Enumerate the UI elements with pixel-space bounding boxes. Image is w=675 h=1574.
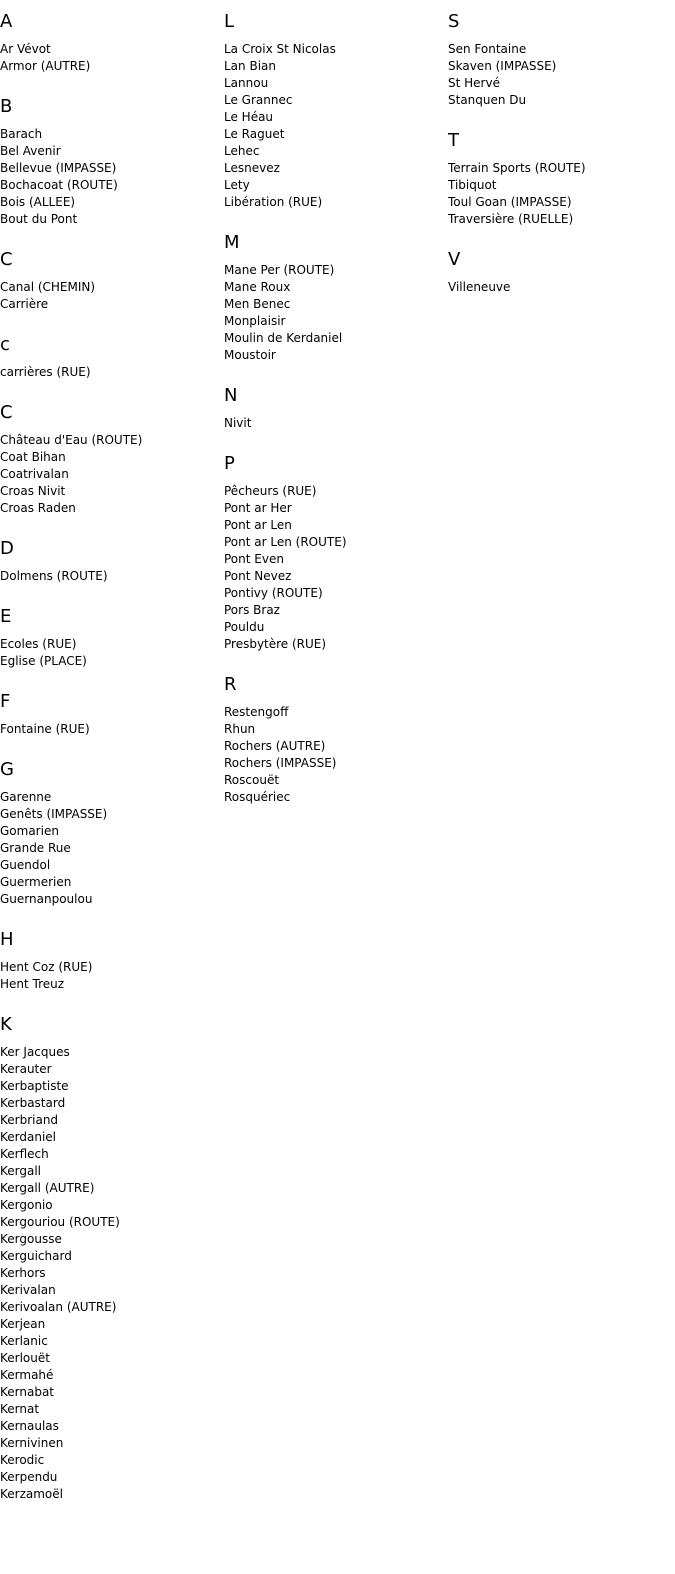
section-letter-heading: D bbox=[0, 538, 14, 559]
section-letter-heading: C bbox=[0, 249, 13, 270]
street-list bbox=[224, 704, 439, 806]
letter-section bbox=[0, 538, 215, 585]
street-link[interactable]: Stanquen Du bbox=[448, 93, 527, 107]
street-list bbox=[0, 364, 215, 381]
letter-section bbox=[0, 759, 215, 908]
street-link[interactable]: Kerguichard bbox=[0, 1249, 72, 1263]
letter-section bbox=[448, 130, 663, 228]
street-link[interactable]: Pont ar Len bbox=[224, 518, 292, 532]
section-letter-heading: N bbox=[224, 385, 238, 406]
street-link[interactable]: Bellevue (IMPASSE) bbox=[0, 161, 117, 175]
street-link[interactable]: Bochacoat (ROUTE) bbox=[0, 178, 118, 192]
street-list bbox=[0, 1044, 215, 1503]
section-letter-heading: G bbox=[0, 759, 14, 780]
street-link[interactable]: Men Benec bbox=[224, 297, 291, 311]
letter-section bbox=[224, 232, 439, 364]
street-link[interactable]: Kerhors bbox=[0, 1266, 46, 1280]
street-link[interactable]: Lehec bbox=[224, 144, 260, 158]
street-link[interactable]: Traversière (RUELLE) bbox=[448, 212, 574, 226]
section-letter-heading: K bbox=[0, 1014, 12, 1035]
street-link[interactable]: Kergouriou (ROUTE) bbox=[0, 1215, 120, 1229]
street-link[interactable]: Hent Coz (RUE) bbox=[0, 960, 93, 974]
street-link[interactable]: Le Grannec bbox=[224, 93, 293, 107]
letter-section bbox=[224, 453, 439, 653]
index-column-2 bbox=[224, 11, 439, 827]
section-letter-heading: R bbox=[224, 674, 237, 695]
street-link[interactable]: Coat Bihan bbox=[0, 450, 66, 464]
street-link[interactable]: Bois (ALLEE) bbox=[0, 195, 76, 209]
index-column-3 bbox=[448, 11, 663, 317]
street-link[interactable]: Lesnevez bbox=[224, 161, 280, 175]
section-letter-heading: S bbox=[448, 11, 460, 32]
section-letter-heading: c bbox=[0, 334, 10, 355]
street-link[interactable]: Toul Goan (IMPASSE) bbox=[448, 195, 572, 209]
street-link[interactable]: Terrain Sports (ROUTE) bbox=[448, 161, 586, 175]
street-link[interactable]: Kergall bbox=[0, 1164, 42, 1178]
street-link[interactable]: Kerjean bbox=[0, 1317, 46, 1331]
street-link[interactable]: Guermerien bbox=[0, 875, 72, 889]
street-link[interactable]: Bel Avenir bbox=[0, 144, 61, 158]
street-list bbox=[224, 262, 439, 364]
street-link[interactable]: Kerbriand bbox=[0, 1113, 59, 1127]
street-link[interactable]: Rochers (AUTRE) bbox=[224, 739, 326, 753]
street-link[interactable]: Nivit bbox=[224, 416, 252, 430]
letter-section bbox=[0, 11, 215, 75]
street-link[interactable]: Kerlouët bbox=[0, 1351, 50, 1365]
street-link[interactable]: Kergonio bbox=[0, 1198, 53, 1212]
street-link[interactable]: Armor (AUTRE) bbox=[0, 59, 91, 73]
letter-section bbox=[0, 96, 215, 228]
street-list bbox=[448, 41, 663, 109]
street-link[interactable]: Libération (RUE) bbox=[224, 195, 323, 209]
street-link[interactable]: Sen Fontaine bbox=[448, 42, 527, 56]
street-link[interactable]: Pont Even bbox=[224, 552, 284, 566]
section-letter-heading: V bbox=[448, 249, 461, 270]
street-link[interactable]: Kerpendu bbox=[0, 1470, 58, 1484]
street-link[interactable]: Ker Jacques bbox=[0, 1045, 70, 1059]
street-link[interactable]: Pont ar Len (ROUTE) bbox=[224, 535, 347, 549]
street-link[interactable]: Villeneuve bbox=[448, 280, 511, 294]
street-link[interactable]: Guernanpoulou bbox=[0, 892, 93, 906]
street-link[interactable]: Kerivoalan (AUTRE) bbox=[0, 1300, 117, 1314]
street-link[interactable]: Kernat bbox=[0, 1402, 40, 1416]
street-link[interactable]: Kerbastard bbox=[0, 1096, 66, 1110]
letter-section bbox=[0, 402, 215, 517]
street-link[interactable]: Lannou bbox=[224, 76, 269, 90]
street-link[interactable]: Kerdaniel bbox=[0, 1130, 57, 1144]
street-link[interactable]: Fontaine (RUE) bbox=[0, 722, 90, 736]
street-list bbox=[224, 41, 439, 211]
street-link[interactable]: Bout du Pont bbox=[0, 212, 78, 226]
street-list bbox=[0, 279, 215, 313]
letter-section bbox=[0, 606, 215, 670]
street-link[interactable]: Eglise (PLACE) bbox=[0, 654, 87, 668]
street-link[interactable]: Kerivalan bbox=[0, 1283, 56, 1297]
street-link[interactable]: Ar Vévot bbox=[0, 42, 51, 56]
section-letter-heading: M bbox=[224, 232, 240, 253]
street-link[interactable]: Kernivinen bbox=[0, 1436, 64, 1450]
street-link[interactable]: Croas Nivit bbox=[0, 484, 66, 498]
street-link[interactable]: Rosquériec bbox=[224, 790, 291, 804]
street-link[interactable]: Kerlanic bbox=[0, 1334, 48, 1348]
index-column-1 bbox=[0, 11, 215, 1524]
street-link[interactable]: Carrière bbox=[0, 297, 49, 311]
section-letter-heading: E bbox=[0, 606, 12, 627]
street-link[interactable]: Château d'Eau (ROUTE) bbox=[0, 433, 143, 447]
section-letter-heading: B bbox=[0, 96, 13, 117]
street-list bbox=[0, 721, 215, 738]
street-link[interactable]: Restengoff bbox=[224, 705, 289, 719]
street-link[interactable]: Lety bbox=[224, 178, 250, 192]
letter-section bbox=[0, 249, 215, 313]
street-link[interactable]: Le Héau bbox=[224, 110, 274, 124]
street-link[interactable]: carrières (RUE) bbox=[0, 365, 91, 379]
street-link[interactable]: Pouldu bbox=[224, 620, 265, 634]
street-link[interactable]: Grande Rue bbox=[0, 841, 71, 855]
street-link[interactable]: Croas Raden bbox=[0, 501, 76, 515]
street-link[interactable]: Kermahé bbox=[0, 1368, 54, 1382]
street-list bbox=[0, 959, 215, 993]
street-link[interactable]: Rochers (IMPASSE) bbox=[224, 756, 337, 770]
street-link[interactable]: Genêts (IMPASSE) bbox=[0, 807, 108, 821]
street-link[interactable]: Presbytère (RUE) bbox=[224, 637, 327, 651]
street-link[interactable]: Ecoles (RUE) bbox=[0, 637, 77, 651]
street-link[interactable]: Pêcheurs (RUE) bbox=[224, 484, 317, 498]
street-link[interactable]: Kernaulas bbox=[0, 1419, 59, 1433]
street-link[interactable]: Guendol bbox=[0, 858, 51, 872]
section-letter-heading: H bbox=[0, 929, 14, 950]
section-letter-heading: C bbox=[0, 402, 13, 423]
letter-section bbox=[0, 691, 215, 738]
street-link[interactable]: Pors Braz bbox=[224, 603, 280, 617]
street-link[interactable]: Gomarien bbox=[0, 824, 59, 838]
street-link[interactable]: Roscouët bbox=[224, 773, 280, 787]
letter-section bbox=[0, 334, 215, 381]
street-link[interactable]: Coatrivalan bbox=[0, 467, 69, 481]
street-link[interactable]: Skaven (IMPASSE) bbox=[448, 59, 557, 73]
street-link[interactable]: Kergousse bbox=[0, 1232, 62, 1246]
section-letter-heading: L bbox=[224, 11, 235, 32]
street-list bbox=[0, 568, 215, 585]
street-link[interactable]: Lan Bian bbox=[224, 59, 276, 73]
street-list bbox=[448, 160, 663, 228]
section-letter-heading: T bbox=[448, 130, 459, 151]
section-letter-heading: A bbox=[0, 11, 13, 32]
street-list bbox=[448, 279, 663, 296]
street-list bbox=[0, 636, 215, 670]
street-link[interactable]: Rhun bbox=[224, 722, 256, 736]
letter-section bbox=[224, 385, 439, 432]
street-link[interactable]: Kerbaptiste bbox=[0, 1079, 69, 1093]
street-link[interactable]: La Croix St Nicolas bbox=[224, 42, 336, 56]
street-list bbox=[224, 483, 439, 653]
letter-section bbox=[224, 674, 439, 806]
letter-section bbox=[448, 249, 663, 296]
street-link[interactable]: Mane Roux bbox=[224, 280, 291, 294]
street-link[interactable]: Kernabat bbox=[0, 1385, 55, 1399]
street-link[interactable]: Moustoir bbox=[224, 348, 276, 362]
street-link[interactable]: Mane Per (ROUTE) bbox=[224, 263, 335, 277]
street-link[interactable]: Dolmens (ROUTE) bbox=[0, 569, 108, 583]
section-letter-heading: P bbox=[224, 453, 235, 474]
street-link[interactable]: Barach bbox=[0, 127, 43, 141]
street-link[interactable]: Pont ar Her bbox=[224, 501, 292, 515]
street-link[interactable]: Moulin de Kerdaniel bbox=[224, 331, 343, 345]
street-link[interactable]: Kerflech bbox=[0, 1147, 49, 1161]
street-list bbox=[224, 415, 439, 432]
street-link[interactable]: St Hervé bbox=[448, 76, 500, 90]
street-list bbox=[0, 432, 215, 517]
street-link[interactable]: Kerodic bbox=[0, 1453, 45, 1467]
section-letter-heading: F bbox=[0, 691, 11, 712]
street-link[interactable]: Canal (CHEMIN) bbox=[0, 280, 96, 294]
street-list bbox=[0, 789, 215, 908]
street-list bbox=[0, 126, 215, 228]
street-link[interactable]: Garenne bbox=[0, 790, 52, 804]
street-link[interactable]: Tibiquot bbox=[448, 178, 497, 192]
letter-section bbox=[0, 1014, 215, 1503]
street-link[interactable]: Kerzamoël bbox=[0, 1487, 63, 1501]
letter-section bbox=[448, 11, 663, 109]
street-link[interactable]: Pontivy (ROUTE) bbox=[224, 586, 323, 600]
street-link[interactable]: Pont Nevez bbox=[224, 569, 292, 583]
street-link[interactable]: Kerauter bbox=[0, 1062, 52, 1076]
street-list bbox=[0, 41, 215, 75]
street-link[interactable]: Le Raguet bbox=[224, 127, 285, 141]
street-link[interactable]: Monplaisir bbox=[224, 314, 286, 328]
letter-section bbox=[0, 929, 215, 993]
street-link[interactable]: Kergall (AUTRE) bbox=[0, 1181, 95, 1195]
letter-section bbox=[224, 11, 439, 211]
street-link[interactable]: Hent Treuz bbox=[0, 977, 65, 991]
